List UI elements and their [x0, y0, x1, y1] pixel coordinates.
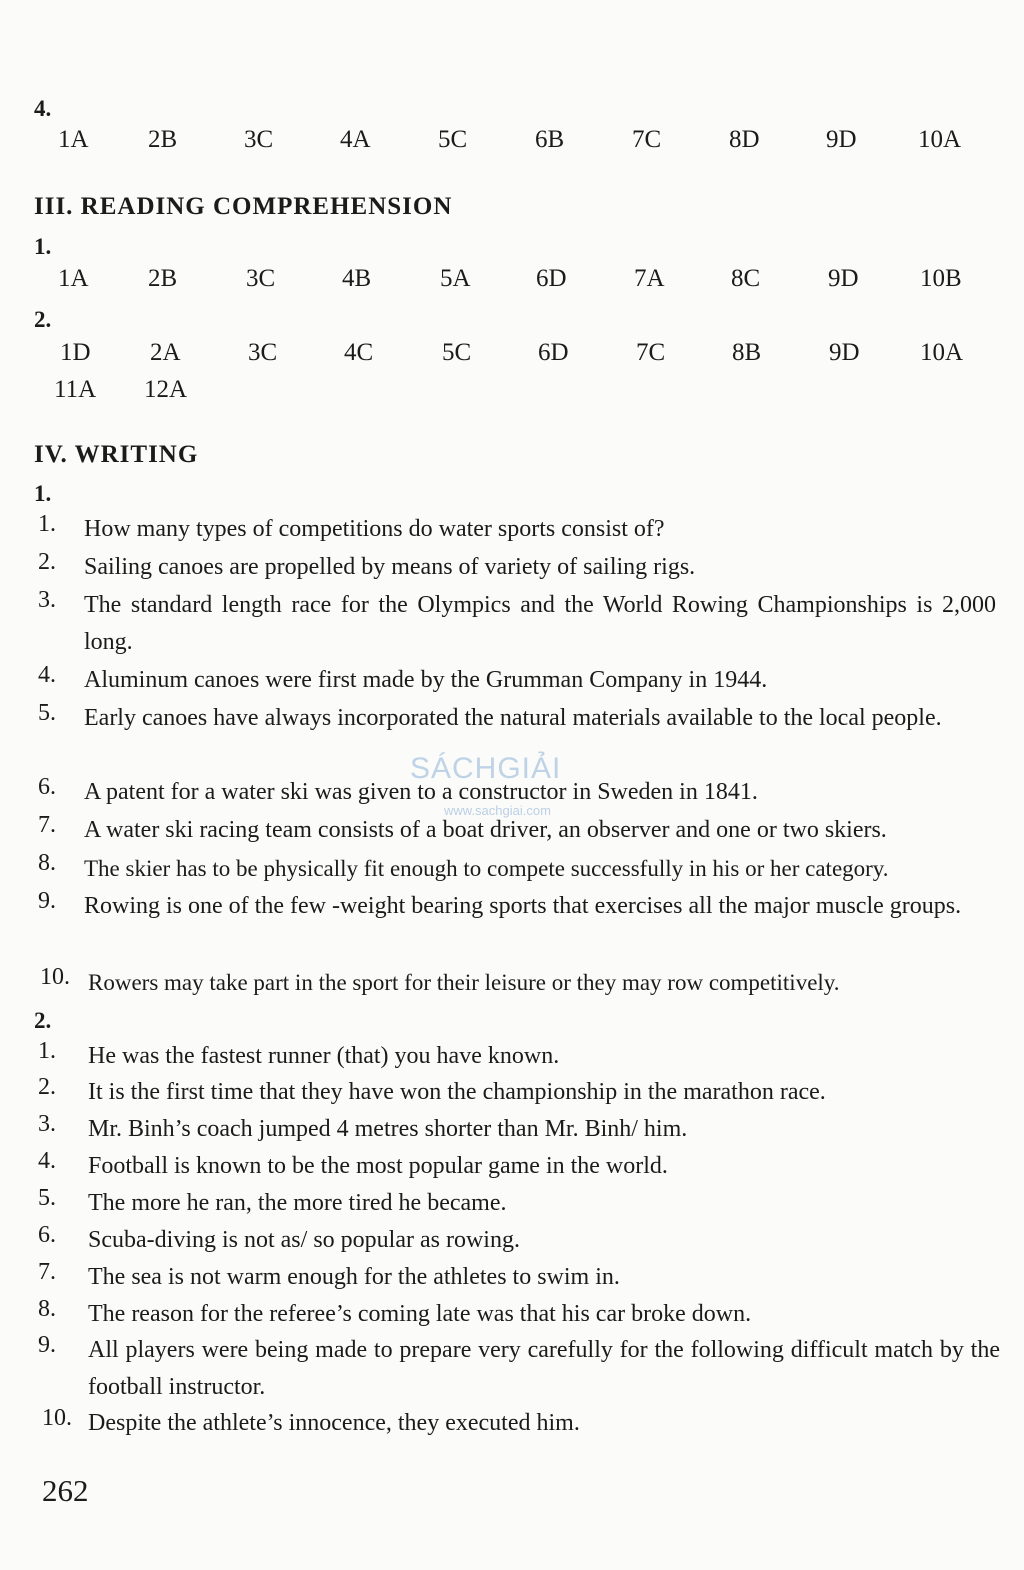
- answer-cell: 7C: [636, 339, 666, 366]
- writing-part1-label: 1.: [34, 481, 52, 506]
- answer-cell: 2A: [150, 339, 181, 366]
- item-text: The more he ran, the more tired he became.: [88, 1190, 507, 1216]
- item-text: It is the first time that they have won the championship in the marathon race.: [88, 1079, 826, 1105]
- answer-cell: 8C: [731, 265, 761, 292]
- item-number: 6.: [38, 774, 56, 800]
- answer-cell: 5A: [440, 265, 471, 292]
- item-text: He was the fastest runner (that) you have known.: [88, 1043, 560, 1069]
- answer-cell: 2B: [148, 126, 178, 153]
- page-number: 262: [42, 1473, 89, 1508]
- answer-cell: 10A: [920, 339, 964, 366]
- answer-cell: 7C: [632, 126, 662, 153]
- item-number: 8.: [38, 1296, 56, 1322]
- reading-part2-answers-row2: [0, 376, 1024, 410]
- item-text: Rowing is one of the few -weight bearing sports that exercises all the major muscle groups.: [84, 893, 962, 919]
- item-text: The skier has to be physically fit enough to compete successfully in his or her category.: [84, 856, 889, 881]
- answer-cell: 9D: [829, 339, 860, 366]
- answer-cell: 6D: [538, 339, 569, 366]
- item-text: How many types of competitions do water sports consist of?: [84, 516, 665, 542]
- answer-cell: 3C: [246, 265, 276, 292]
- item-text: All players were being made to prepare very carefully for the following difficult match by the football instructor.: [88, 1337, 1000, 1400]
- answer-cell: 4C: [344, 339, 374, 366]
- item-text: A patent for a water ski was given to a constructor in Sweden in 1841.: [84, 779, 758, 805]
- item-text: Scuba-diving is not as/ so popular as rowing.: [88, 1227, 520, 1253]
- item-number: 2.: [38, 1074, 56, 1100]
- item-number: 2.: [38, 549, 56, 575]
- answer-cell: 6B: [535, 126, 565, 153]
- answer-cell: 10B: [920, 265, 962, 292]
- answer-cell: 5C: [438, 126, 468, 153]
- item-number: 5.: [38, 1185, 56, 1211]
- item-number: 7.: [38, 1259, 56, 1285]
- item-text: Mr. Binh’s coach jumped 4 metres shorter than Mr. Binh/ him.: [88, 1116, 688, 1142]
- answer-cell: 4A: [340, 126, 371, 153]
- item-text: The standard length race for the Olympics and the World Rowing Championships is 2,000 long.: [84, 592, 996, 655]
- answer-cell: 10A: [918, 126, 962, 153]
- item-text: Rowers may take part in the sport for their leisure or they may row competitively.: [88, 970, 840, 995]
- writing-part2-label: 2.: [34, 1008, 52, 1033]
- answer-cell: 3C: [244, 126, 274, 153]
- item-number: 7.: [38, 812, 56, 838]
- item-number: 1.: [38, 1038, 56, 1064]
- item-text: A water ski racing team consists of a boat driver, an observer and one or two skiers.: [84, 817, 887, 843]
- section-4-label: 4.: [34, 96, 52, 121]
- item-text: The sea is not warm enough for the athletes to swim in.: [88, 1264, 620, 1290]
- answer-cell: 9D: [826, 126, 857, 153]
- answer-cell: 8B: [732, 339, 762, 366]
- reading-part2-label: 2.: [34, 307, 52, 332]
- answer-cell: 2B: [148, 265, 178, 292]
- answer-cell: 11A: [54, 376, 97, 403]
- item-number: 5.: [38, 700, 56, 726]
- item-number: 3.: [38, 587, 56, 613]
- section-4-answers: [0, 126, 1024, 160]
- item-text: Sailing canoes are propelled by means of variety of sailing rigs.: [84, 554, 696, 580]
- answer-cell: 8D: [729, 126, 760, 153]
- item-text: Aluminum canoes were first made by the Grumman Company in 1944.: [84, 667, 768, 693]
- reading-heading: III. READING COMPREHENSION: [34, 193, 453, 220]
- item-text: Early canoes have always incorporated the natural materials available to the local people.: [84, 705, 942, 731]
- answer-cell: 6D: [536, 265, 567, 292]
- answer-cell: 5C: [442, 339, 472, 366]
- watermark-logo: [410, 740, 620, 830]
- writing-heading: IV. WRITING: [34, 441, 199, 468]
- item-number: 10.: [42, 1405, 72, 1431]
- item-number: 6.: [38, 1222, 56, 1248]
- item-text: Football is known to be the most popular game in the world.: [88, 1153, 668, 1179]
- answer-cell: 12A: [144, 376, 188, 403]
- item-number: 8.: [38, 850, 56, 876]
- answer-cell: 1A: [58, 126, 89, 153]
- reading-part1-answers: [0, 265, 1024, 299]
- item-number: 3.: [38, 1111, 56, 1137]
- item-text: Despite the athlete’s innocence, they executed him.: [88, 1410, 580, 1436]
- watermark-brand: SÁCHGIẢI: [410, 752, 562, 785]
- answer-cell: 7A: [634, 265, 665, 292]
- answer-cell: 1D: [60, 339, 91, 366]
- watermark-url: www.sachgiai.com: [444, 803, 551, 818]
- answer-cell: 1A: [58, 265, 89, 292]
- answer-cell: 3C: [248, 339, 278, 366]
- item-number: 9.: [38, 1332, 56, 1358]
- item-text: The reason for the referee’s coming late was that his car broke down.: [88, 1301, 752, 1327]
- item-number: 4.: [38, 662, 56, 688]
- item-number: 10.: [40, 964, 70, 990]
- item-number: 9.: [38, 888, 56, 914]
- reading-part2-answers-row1: [0, 339, 1024, 373]
- answer-cell: 4B: [342, 265, 372, 292]
- item-number: 4.: [38, 1148, 56, 1174]
- reading-part1-label: 1.: [34, 234, 52, 259]
- item-number: 1.: [38, 511, 56, 537]
- answer-cell: 9D: [828, 265, 859, 292]
